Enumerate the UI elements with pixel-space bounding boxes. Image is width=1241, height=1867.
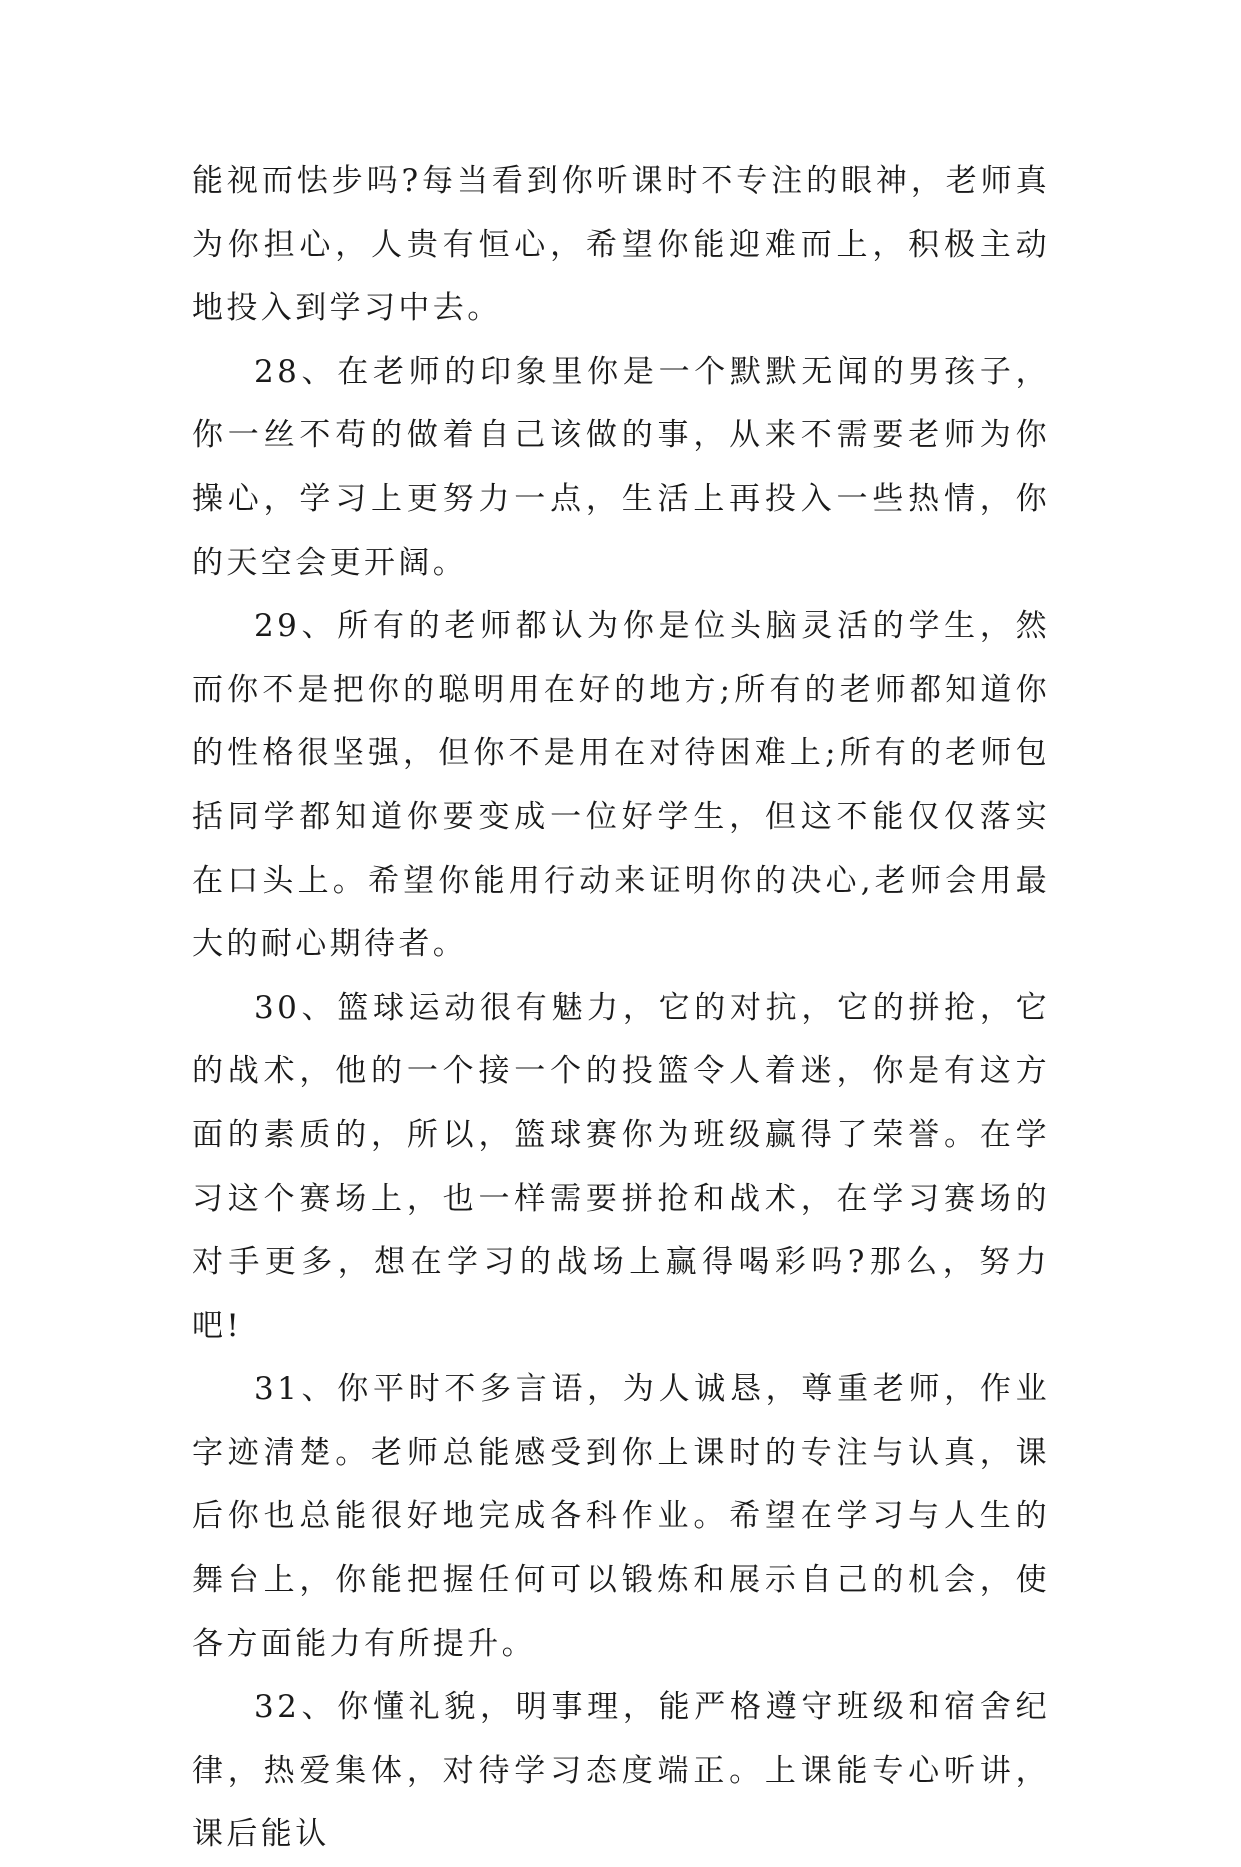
paragraph-30: 30、篮球运动很有魅力，它的对抗，它的拼抢，它的战术，他的一个接一个的投篮令人着迷，你是有这方面的素质的，所以，篮球赛你为班级赢得了荣誉。在学习这个赛场上，也一样需要拼抢和战术，在学习赛场的对手更多，想在学习的战场上赢得喝彩吗?那么，努力吧! <box>192 989 1050 1344</box>
paragraph-31: 31、你平时不多言语，为人诚恳，尊重老师，作业字迹清楚。老师总能感受到你上课时的专注与认真，课后你也总能很好地完成各科作业。希望在学习与人生的舞台上，你能把握任何可以锻炼和展示自己的机会，使各方面能力有所提升。 <box>192 1371 1050 1662</box>
paragraph-29: 29、所有的老师都认为你是位头脑灵活的学生，然而你不是把你的聪明用在好的地方;所有的老师都知道你的性格很坚强，但你不是用在对待困难上;所有的老师包括同学都知道你要变成一位好学生，但这不能仅仅落实在口头上。希望你能用行动来证明你的决心,老师会用最大的耐心期待者。 <box>192 608 1050 963</box>
paragraph-28: 28、在老师的印象里你是一个默默无闻的男孩子，你一丝不苟的做着自己该做的事，从来不需要老师为你操心，学习上更努力一点，生活上再投入一些热情，你的天空会更开阔。 <box>192 353 1050 581</box>
paragraph-32: 32、你懂礼貌，明事理，能严格遵守班级和宿舍纪律，热爱集体，对待学习态度端正。上课能专心听讲，课后能认 <box>192 1689 1050 1853</box>
paragraph-continuation: 能视而怯步吗?每当看到你听课时不专注的眼神，老师真为你担心，人贵有恒心，希望你能迎难而上，积极主动地投入到学习中去。 <box>192 163 1050 327</box>
document-page <box>192 150 1050 1867</box>
